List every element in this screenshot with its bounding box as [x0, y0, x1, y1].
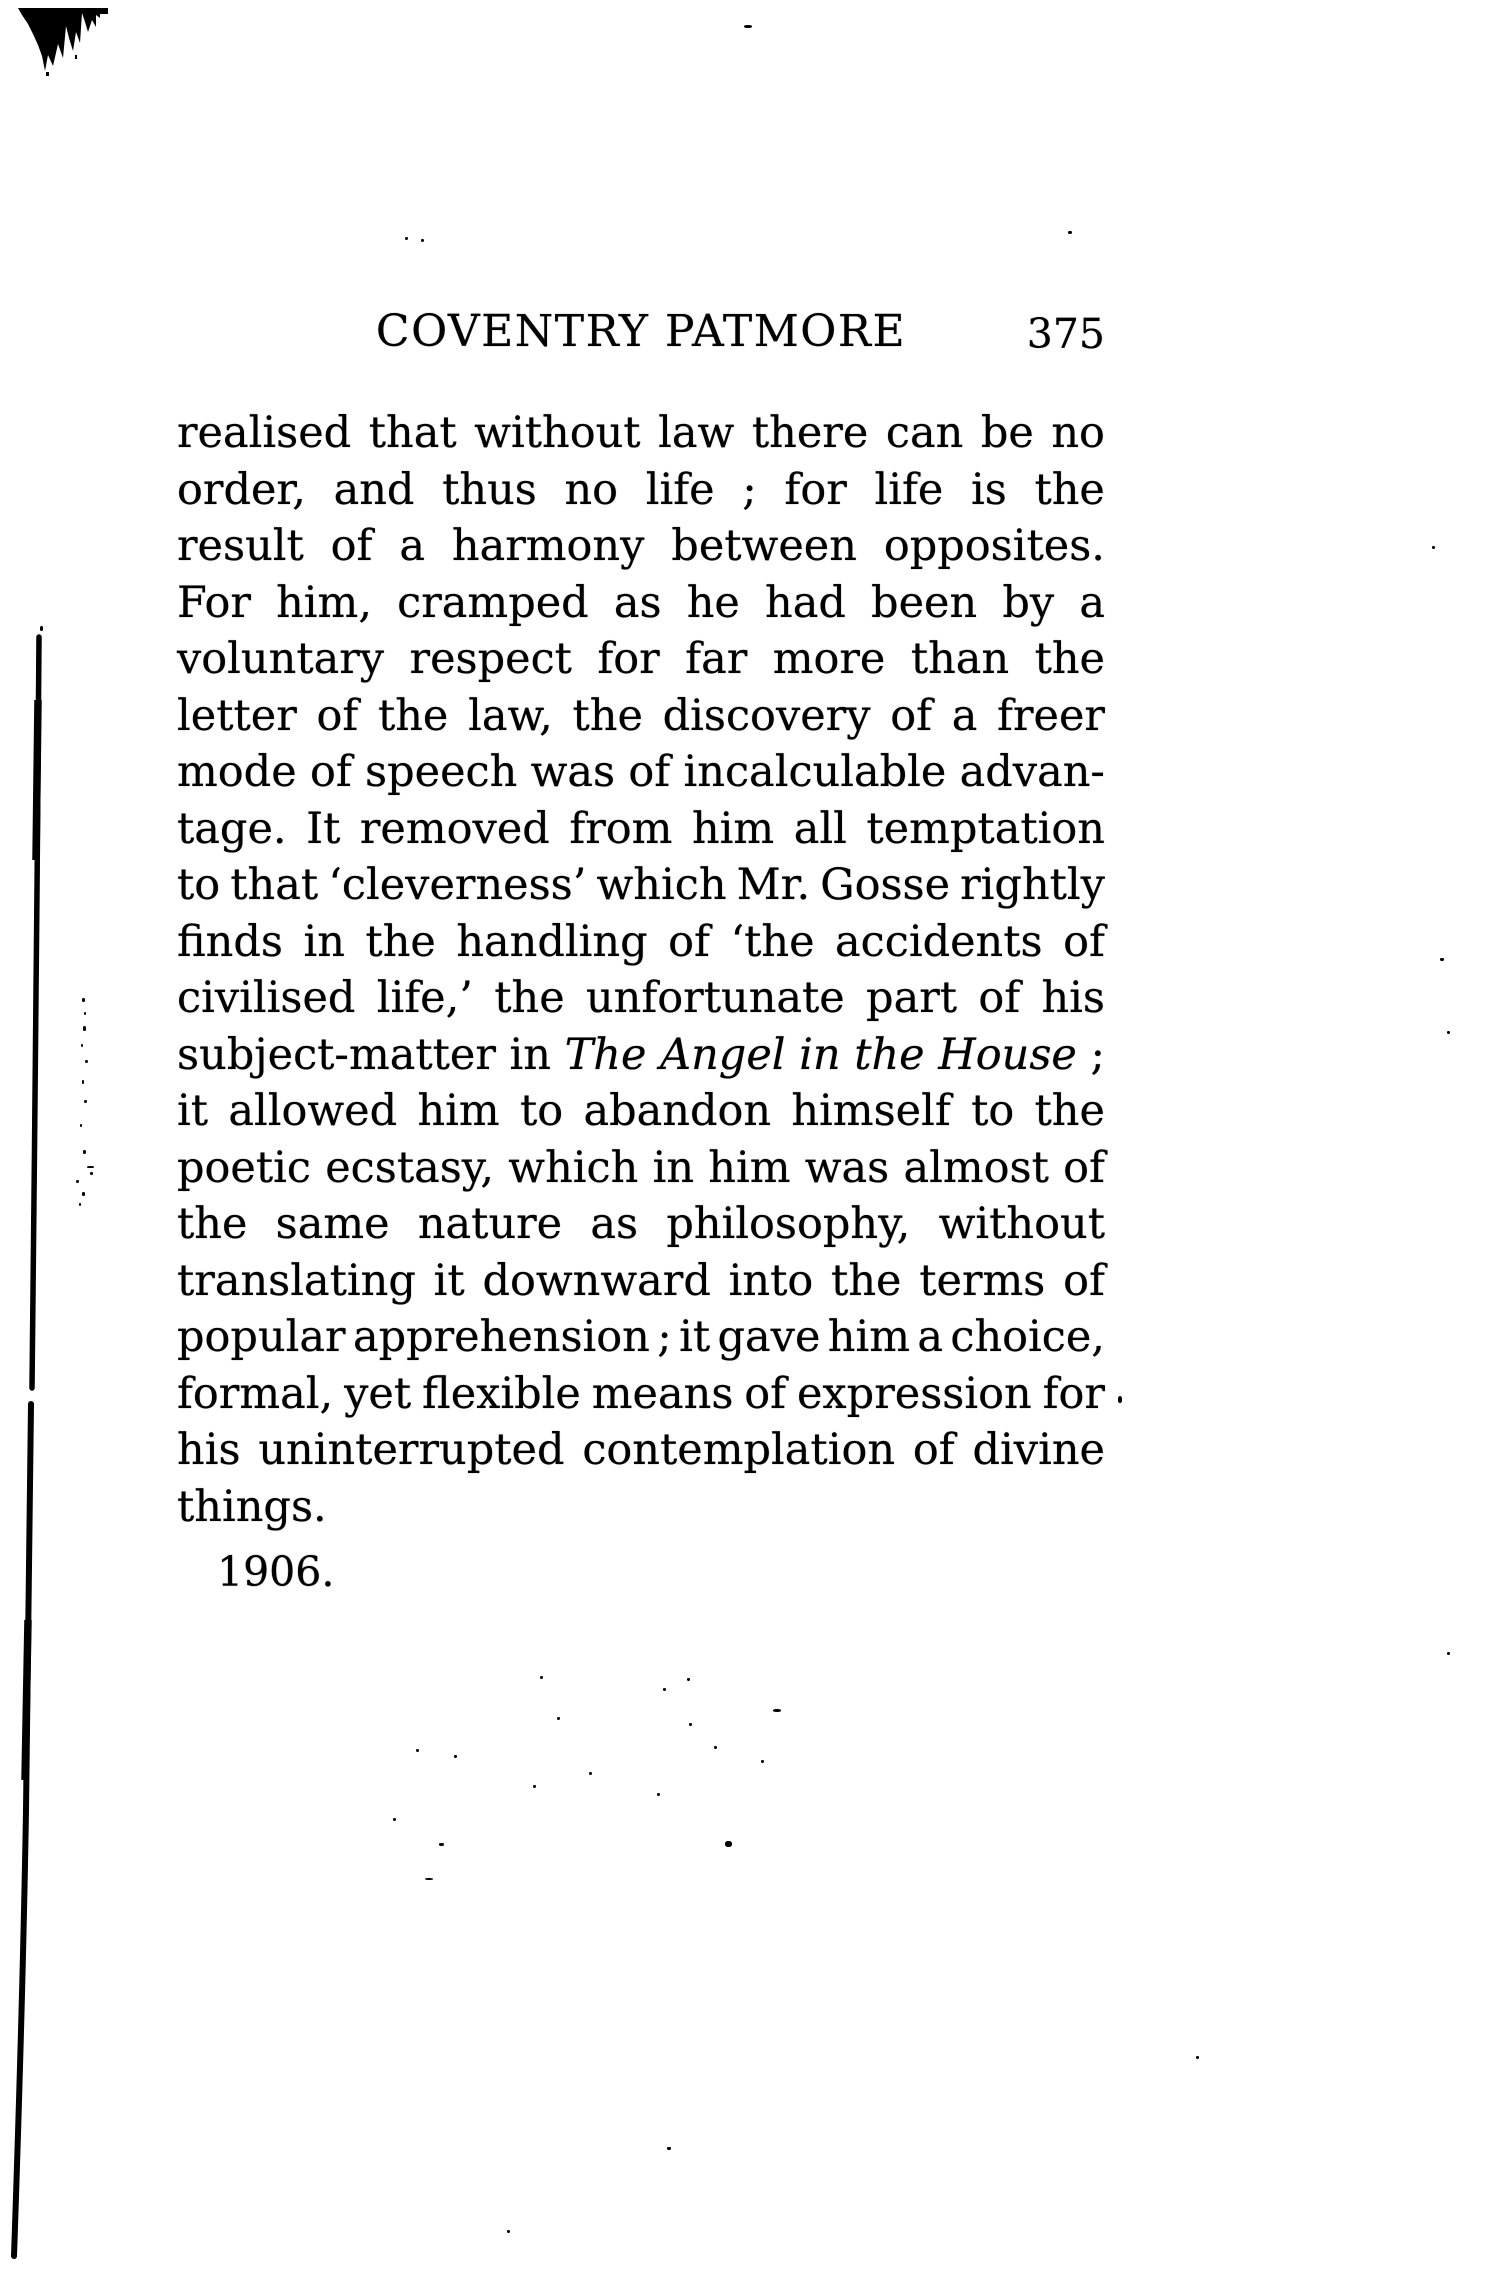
word: it [679, 1312, 711, 1362]
word: of [912, 1425, 955, 1475]
word: ; [657, 1312, 672, 1362]
word: realised [177, 408, 352, 458]
text-line [177, 747, 1105, 804]
word: handling [456, 916, 648, 967]
word: without [938, 1199, 1105, 1249]
word: no [1051, 408, 1105, 458]
word: of [890, 690, 933, 741]
word: of [744, 1368, 787, 1419]
word: order, [177, 464, 306, 515]
running-title: COVENTRY PATMORE [375, 306, 907, 357]
word: as [613, 577, 662, 628]
scan-speck [82, 1192, 85, 1196]
scan-speck [85, 1060, 88, 1063]
word: him [708, 1142, 791, 1193]
text-line [177, 634, 1105, 691]
word: expression [796, 1368, 1032, 1419]
word: unfortunate [585, 973, 845, 1023]
word: letter [177, 690, 297, 741]
scan-speck [507, 2230, 510, 2233]
text-line [177, 917, 1105, 974]
word: cramped [397, 577, 589, 628]
text-line [177, 973, 1105, 1030]
word: incalculable [683, 747, 947, 797]
word: result [177, 521, 304, 571]
word: ‘the [730, 916, 815, 967]
word: that [368, 408, 457, 458]
word: the [494, 973, 565, 1023]
word: civilised [177, 973, 356, 1023]
scan-speck [425, 1878, 433, 1880]
word: terms [919, 1255, 1046, 1306]
word: as [590, 1199, 639, 1249]
word: part [866, 973, 958, 1023]
scan-speck [533, 1785, 536, 1788]
word: of [330, 521, 373, 571]
scan-speck [714, 1746, 717, 1749]
word: almost [903, 1142, 1049, 1193]
word: which [596, 860, 727, 910]
scan-speck [663, 1688, 666, 1691]
word: opposites. [883, 521, 1105, 571]
text-line [177, 465, 1105, 522]
word: his [1041, 973, 1105, 1023]
word: formal, [177, 1368, 334, 1419]
scan-speck [87, 1166, 94, 1168]
word: temptation [866, 803, 1105, 854]
word: in [652, 1142, 695, 1193]
word: downward [482, 1255, 711, 1306]
scan-speck [40, 626, 43, 631]
text-line [177, 1482, 1105, 1539]
scan-speck [761, 1760, 764, 1763]
word: the [831, 1255, 902, 1306]
word: there [751, 408, 869, 458]
word: of [309, 747, 352, 797]
scan-speck [80, 1124, 82, 1127]
word: means [591, 1368, 734, 1419]
word: gave [717, 1312, 821, 1362]
text-line [177, 1143, 1105, 1200]
word: be [980, 408, 1034, 458]
scan-speck [657, 1793, 660, 1796]
word: him [417, 1086, 500, 1136]
word: advan- [959, 747, 1105, 797]
scan-speck [725, 1841, 732, 1847]
text-line [177, 1425, 1105, 1482]
scan-speck [1447, 1652, 1450, 1655]
word: ecstasy, [325, 1142, 495, 1193]
word: popular [177, 1312, 346, 1362]
scan-speck [393, 1818, 396, 1821]
scan-speck [557, 1717, 560, 1720]
word: the [365, 916, 436, 967]
word: the [177, 1199, 248, 1249]
word: was [530, 747, 616, 797]
page-number: 375 [1026, 310, 1105, 358]
text-line [177, 1312, 1105, 1369]
text-line [177, 1199, 1105, 1256]
word: freer [997, 690, 1105, 741]
scan-speck [405, 237, 408, 240]
scan-speck [82, 998, 85, 1002]
word: subject-matter [177, 1029, 496, 1080]
word: to [519, 1086, 564, 1136]
scan-speck [1447, 1031, 1450, 1034]
scan-speck [416, 1749, 419, 1752]
word: into [728, 1255, 814, 1306]
word: a [1079, 577, 1105, 628]
word: things. [177, 1481, 327, 1532]
word: contemplation [582, 1425, 896, 1475]
text-line [177, 1086, 1105, 1143]
word: rightly [960, 860, 1105, 910]
word: all [793, 803, 847, 854]
word: of [668, 916, 710, 967]
scan-speck [773, 1709, 781, 1712]
word: The [564, 1029, 647, 1080]
word: in [303, 916, 345, 967]
word: him [691, 803, 775, 854]
scan-speck [1118, 1396, 1122, 1403]
word: life [874, 464, 944, 515]
word: of [316, 690, 359, 741]
word: to [177, 860, 221, 910]
scan-speck [83, 1026, 86, 1031]
word: same [275, 1199, 390, 1249]
scan-speck [84, 1012, 86, 1015]
word: for [597, 634, 660, 684]
word: the [1034, 1086, 1105, 1136]
word: that [230, 860, 319, 910]
word: law [658, 408, 735, 458]
word: far [685, 634, 748, 684]
text-line [177, 804, 1105, 861]
word: voluntary [177, 634, 385, 684]
word: than [910, 634, 1010, 684]
word: the [1034, 464, 1105, 515]
word: It [306, 803, 341, 854]
word: House [938, 1029, 1077, 1080]
word: ; [1090, 1029, 1105, 1080]
word: by [1002, 577, 1055, 628]
scan-speck [454, 1755, 457, 1758]
word: mode [177, 747, 297, 797]
scan-artifact-gutter-line [0, 0, 60, 2283]
word: yet [344, 1368, 412, 1419]
word: is [970, 464, 1007, 515]
scan-artifact-corner-blob [0, 0, 130, 90]
scan-speck [689, 1723, 692, 1726]
word: Mr. [736, 860, 811, 910]
word: for [1042, 1368, 1105, 1419]
word: he [686, 577, 740, 628]
word: him [827, 1312, 910, 1362]
word: law, [468, 690, 553, 741]
word: a [917, 1312, 943, 1362]
scan-speck [589, 1772, 592, 1775]
text-line [177, 691, 1105, 748]
word: choice, [950, 1312, 1105, 1362]
word: Gosse [820, 860, 951, 910]
word: philosophy, [666, 1199, 911, 1249]
word: it [433, 1255, 465, 1306]
running-head [177, 306, 1105, 358]
word: removed [359, 803, 550, 854]
word: accidents [835, 916, 1043, 967]
scan-speck [1068, 231, 1072, 234]
word: apprehension [352, 1312, 650, 1362]
word: the [854, 1029, 925, 1080]
scan-speck [687, 1678, 690, 1681]
word: ‘cleverness’ [328, 860, 587, 910]
text-line [177, 578, 1105, 635]
word: can [885, 408, 964, 458]
word: him, [276, 577, 372, 628]
scan-speck [421, 239, 424, 242]
scan-speck [76, 1180, 79, 1183]
word: discovery [662, 690, 871, 741]
scan-speck [84, 1100, 87, 1103]
word: more [772, 634, 886, 684]
word: speech [365, 747, 518, 797]
word: in [799, 1029, 841, 1080]
scan-speck [83, 1150, 86, 1154]
scan-speck [1440, 958, 1444, 961]
scan-speck [81, 1044, 83, 1047]
word: for [784, 464, 847, 515]
text-line [177, 408, 1105, 465]
word: a [399, 521, 425, 571]
text-line [177, 1256, 1105, 1313]
word: harmony [451, 521, 645, 571]
scan-speck [79, 1203, 81, 1206]
word: life [645, 464, 715, 515]
text-line [177, 860, 1105, 917]
word: between [671, 521, 857, 571]
word: flexible [422, 1368, 581, 1419]
word: divine [972, 1425, 1105, 1475]
word: the [1034, 634, 1105, 684]
word: ; [742, 464, 757, 515]
word: translating [177, 1255, 416, 1306]
word: life,’ [376, 973, 473, 1023]
scan-speck [1432, 546, 1435, 549]
word: in [509, 1029, 551, 1080]
word: his [177, 1425, 241, 1475]
word: which [508, 1142, 639, 1193]
word: without [474, 408, 641, 458]
scan-speck [667, 2147, 671, 2150]
text-line [177, 1369, 1105, 1426]
text-line [177, 1030, 1105, 1087]
word: poetic [177, 1142, 311, 1193]
word: had [765, 577, 846, 628]
word: of [1063, 916, 1105, 967]
word: was [804, 1142, 890, 1193]
scan-speck [1196, 2056, 1199, 2059]
word: Angel [660, 1029, 786, 1080]
word: been [871, 577, 978, 628]
word: to [971, 1086, 1015, 1136]
word: himself [791, 1086, 951, 1136]
word: of [628, 747, 671, 797]
word: of [1063, 1255, 1105, 1306]
word: of [978, 973, 1021, 1023]
word: tage. [177, 803, 287, 854]
word: from [569, 803, 673, 854]
word: respect [409, 634, 572, 684]
word: a [951, 690, 978, 741]
scan-speck [540, 1676, 543, 1679]
word: the [377, 690, 449, 741]
year-line: 1906. [217, 1548, 335, 1596]
word: uninterrupted [258, 1425, 565, 1475]
word: allowed [228, 1086, 398, 1136]
word: abandon [583, 1086, 772, 1136]
scan-speck [439, 1843, 444, 1846]
scan-speck [82, 1080, 84, 1084]
text-line [177, 521, 1105, 578]
word: it [177, 1086, 209, 1136]
word: and [333, 464, 415, 515]
word: finds [177, 916, 283, 967]
scan-speck [90, 1172, 93, 1175]
word: nature [417, 1199, 563, 1249]
word: For [177, 577, 251, 628]
word: the [572, 690, 643, 741]
body-text [177, 408, 1105, 1538]
scan-speck [744, 25, 752, 28]
word: no [564, 464, 619, 515]
word: of [1063, 1142, 1105, 1193]
word: thus [442, 464, 537, 515]
